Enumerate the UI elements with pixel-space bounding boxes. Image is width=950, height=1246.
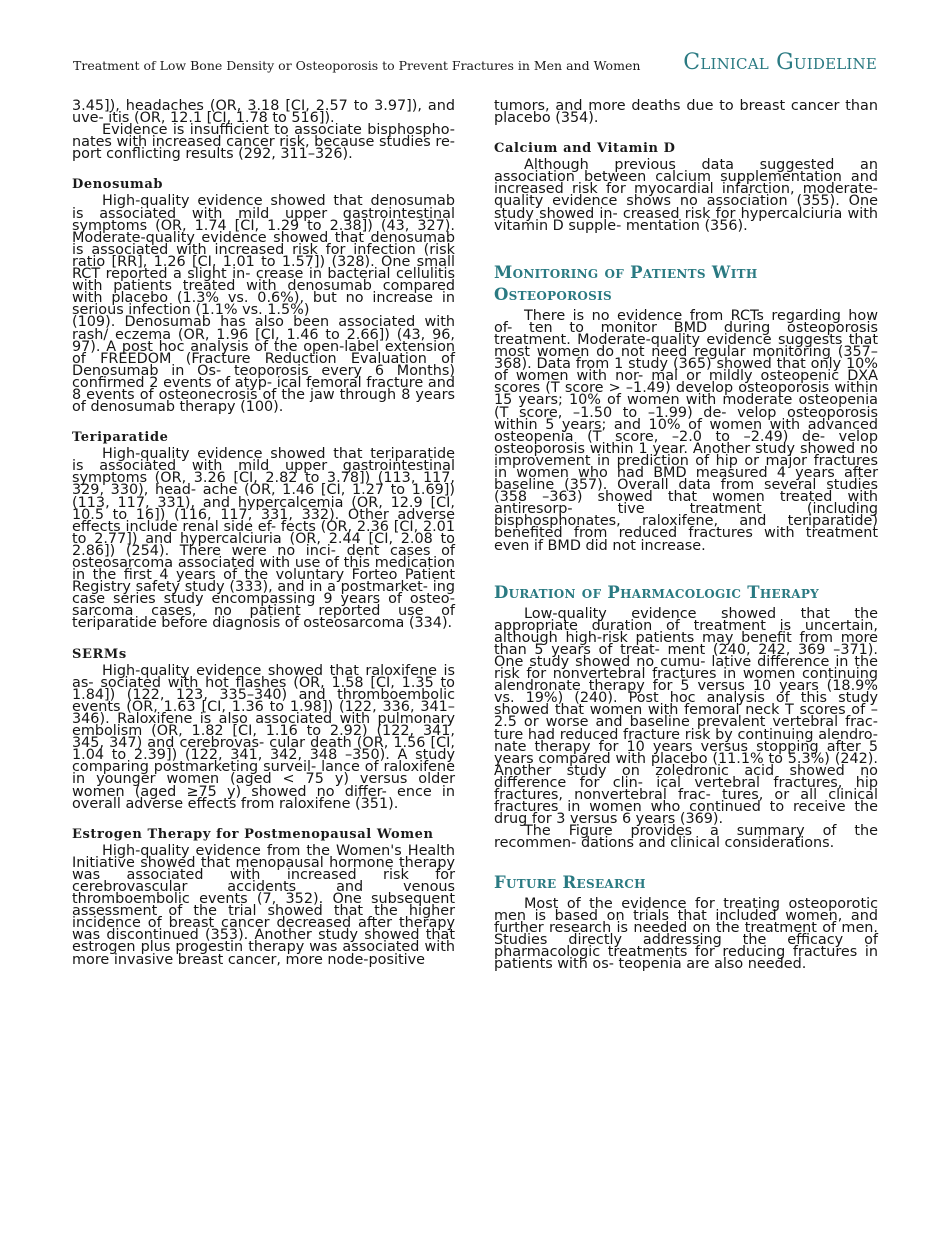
right-column bbox=[494, 100, 878, 970]
left-column bbox=[72, 100, 455, 966]
paragraph-future: Most of the evidence for treating osteoporotic men is based on trials that included women, and further research is needed on the treatment of men. Studies directly addressing the efficacy of pharmacologic treatments for reducing fractures in patients with os- teopenia are also needed. bbox=[494, 895, 878, 972]
running-title: Treatment of Low Bone Density or Osteoporosis to Prevent Fractures in Men and Women bbox=[73, 58, 641, 73]
paragraph-duration-1: Low-quality evidence showed that the appropriate duration of treatment is uncertain, although high-risk patients may benefit from more than 5 years of treat- ment (240, 242, 369 –371). One study showed no cumu- lative difference in the risk for nonvertebral fractures in women continuing alendronate therapy for 5 versus 10 years (18.9% vs. 19%) (240). Post hoc analysis of this study showed that women with femoral neck T scores of –2.5 or worse and baseline prevalent vertebral frac- ture had reduced fracture risk by continuing alendro- nate therapy for 10 years versus stopping after 5 years compared with placebo (11.1% to 5.3%) (242). Another study on zoledronic acid showed no difference for clin- ical vertebral fractures, hip fractures, nonvertebral frac- tures, or all clinical fractures in women who continued to receive the drug for 3 versus 6 years (369). bbox=[494, 605, 878, 828]
paragraph-evidence: Evidence is insufficient to associate bisphospho- nates with increased cancer risk, because studies re- port conflicting results (292, 311–326). bbox=[72, 122, 455, 163]
subheading-denosumab: Denosumab bbox=[72, 177, 164, 193]
paragraph-denosumab-1: High-quality evidence showed that denosumab is associated with mild upper gastrointestinal symptoms (OR, 1.74 [CI, 1.29 to 2.38]) (43, 327). Moderate-quality evidence showed that denosumab is associated with increased risk for infection (risk ratio [RR], 1.26 [CI, 1.01 to 1.57]) (328). One small RCT reported a slight in- crease in bacterial cellulitis with patients treated with denosumab compared with placebo (1.3% vs. 0.6%), but no increase in serious infection (1.1% vs. 1.5%) bbox=[72, 193, 455, 319]
paragraph-denosumab-2: (109). Denosumab has also been associated with rash/ eczema (OR, 1.96 [CI, 1.46 to 2.66]) (43, 96, 97). A post hoc analysis of the open-label extension of FREEDOM (Fracture Reduction Evaluation of Denosumab in Os- teoporosis every 6 Months) confirmed 2 events of atyp- ical femoral fracture and 8 events of osteonecrosis of the jaw through 8 years of denosumab therapy (100). bbox=[72, 314, 455, 416]
section-heading-duration: Duration of Pharmacologic Therapy bbox=[494, 582, 820, 602]
section-heading-future: Future Research bbox=[494, 872, 646, 892]
paragraph-serms: High-quality evidence showed that raloxifene is as- sociated with hot flashes (OR, 1.58 [CI, 1.35 to 1.84]) (122, 123, 335–340) and thromboembolic events (OR, 1.63 [CI, 1.36 to 1.98]) (122, 336, 341–346). Raloxifene is also associated with pulmonary embolism (OR, 1.82 [CI, 1.16 to 2.92) (122, 341, 345, 347) and cerebrovas- cular death (OR, 1.56 [CI, 1.04 to 2.39]) (122, 341, 342, 348 –350). A study comparing postmarketing surveil- lance of raloxifene in younger women (aged < 75 y) versus older women (aged ≥75 y) showed no differ- ence in overall adverse effects from raloxifene (351). bbox=[72, 662, 455, 812]
paragraph-monitoring: There is no evidence from RCTs regarding how of- ten to monitor BMD during osteoporosis treatment. Moderate-quality evidence suggests that most women do not need regular monitoring (357–368). Data from 1 study (365) showed that only 10% of women with nor- mal or mildly osteopenic DXA scores (T score > –1.49) develop osteoporosis within 15 years; 10% of women with moderate osteopenia (T score, –1.50 to –1.99) de- velop osteoporosis within 5 years; and 10% of women with advanced osteopenia (T score, –2.0 to –2.49) de- velop osteoporosis within 1 year. Another study showed no improvement in prediction of hip or major fractures in women who had BMD measured 4 years after baseline (357). Overall data from several studies (358 –363) showed that women treated with antiresorp- tive treatment (including bisphosphonates, raloxifene, and teriparatide) benefited from reduced fractures with treatment even if BMD did not increase. bbox=[494, 307, 878, 554]
paragraph-calcium: Although previous data suggested an association between calcium supplementation and increased risk for myocardial infarction, moderate-quality evidence shows no association (355). One study showed in- creased risk for hypercalciuria with vitamin D supple- mentation (356). bbox=[494, 157, 878, 234]
paragraph-continued: 3.45]), headaches (OR, 3.18 [CI, 2.57 to 3.97]), and uve- itis (OR, 12.1 [CI, 1.78 to 516]). bbox=[72, 98, 455, 127]
paragraph-teriparatide: High-quality evidence showed that teriparatide is associated with mild upper gastrointestinal symptoms (OR, 3.26 [CI, 2.82 to 3.78]) (113, 117, 329, 330), head- ache (OR, 1.46 [CI, 1.27 to 1.69]) (113, 117, 331), and hypercalcemia (OR, 12.9 [CI, 10.5 to 16]) (116, 117, 331, 332). Other adverse effects include renal side ef- fects (OR, 2.36 [CI, 2.01 to 2.77]) and hypercalciuria (OR, 2.44 [CI, 2.08 to 2.86]) (254). There were no inci- dent cases of osteosarcoma associated with use of this medication in the first 4 years of the voluntary Forteo Patient Registry safety study (333), and in a postmarket- ing case series study encompassing 9 years of osteo- sarcoma cases, no patient reported use of teriparatide before diagnosis of osteosarcoma (334). bbox=[72, 446, 455, 632]
paragraph-estrogen: High-quality evidence from the Women's Health Initiative showed that menopausal hormone therapy was associated with increased risk for cerebrovascular accidents and venous thromboembolic events (7, 352). One subsequent assessment of the trial showed that the higher incidence of breast cancer decreased after therapy was discontinued (353). Another study showed that estrogen plus progestin therapy was associated with more invasive breast cancer, more node-positive bbox=[72, 842, 455, 968]
paragraph-continued: tumors, and more deaths due to breast cancer than placebo (354). bbox=[494, 98, 878, 127]
section-label: Clinical Guideline bbox=[683, 50, 877, 75]
section-heading-monitoring: Monitoring of Patients With Osteoporosis bbox=[494, 262, 758, 304]
subheading-teriparatide: Teriparatide bbox=[72, 430, 169, 446]
subheading-serms: SERMs bbox=[72, 646, 127, 662]
subheading-calcium: Calcium and Vitamin D bbox=[494, 141, 676, 157]
paragraph-duration-2: The Figure provides a summary of the recommen- dations and clinical considerations. bbox=[494, 823, 878, 852]
subheading-estrogen: Estrogen Therapy for Postmenopausal Women bbox=[72, 826, 434, 842]
